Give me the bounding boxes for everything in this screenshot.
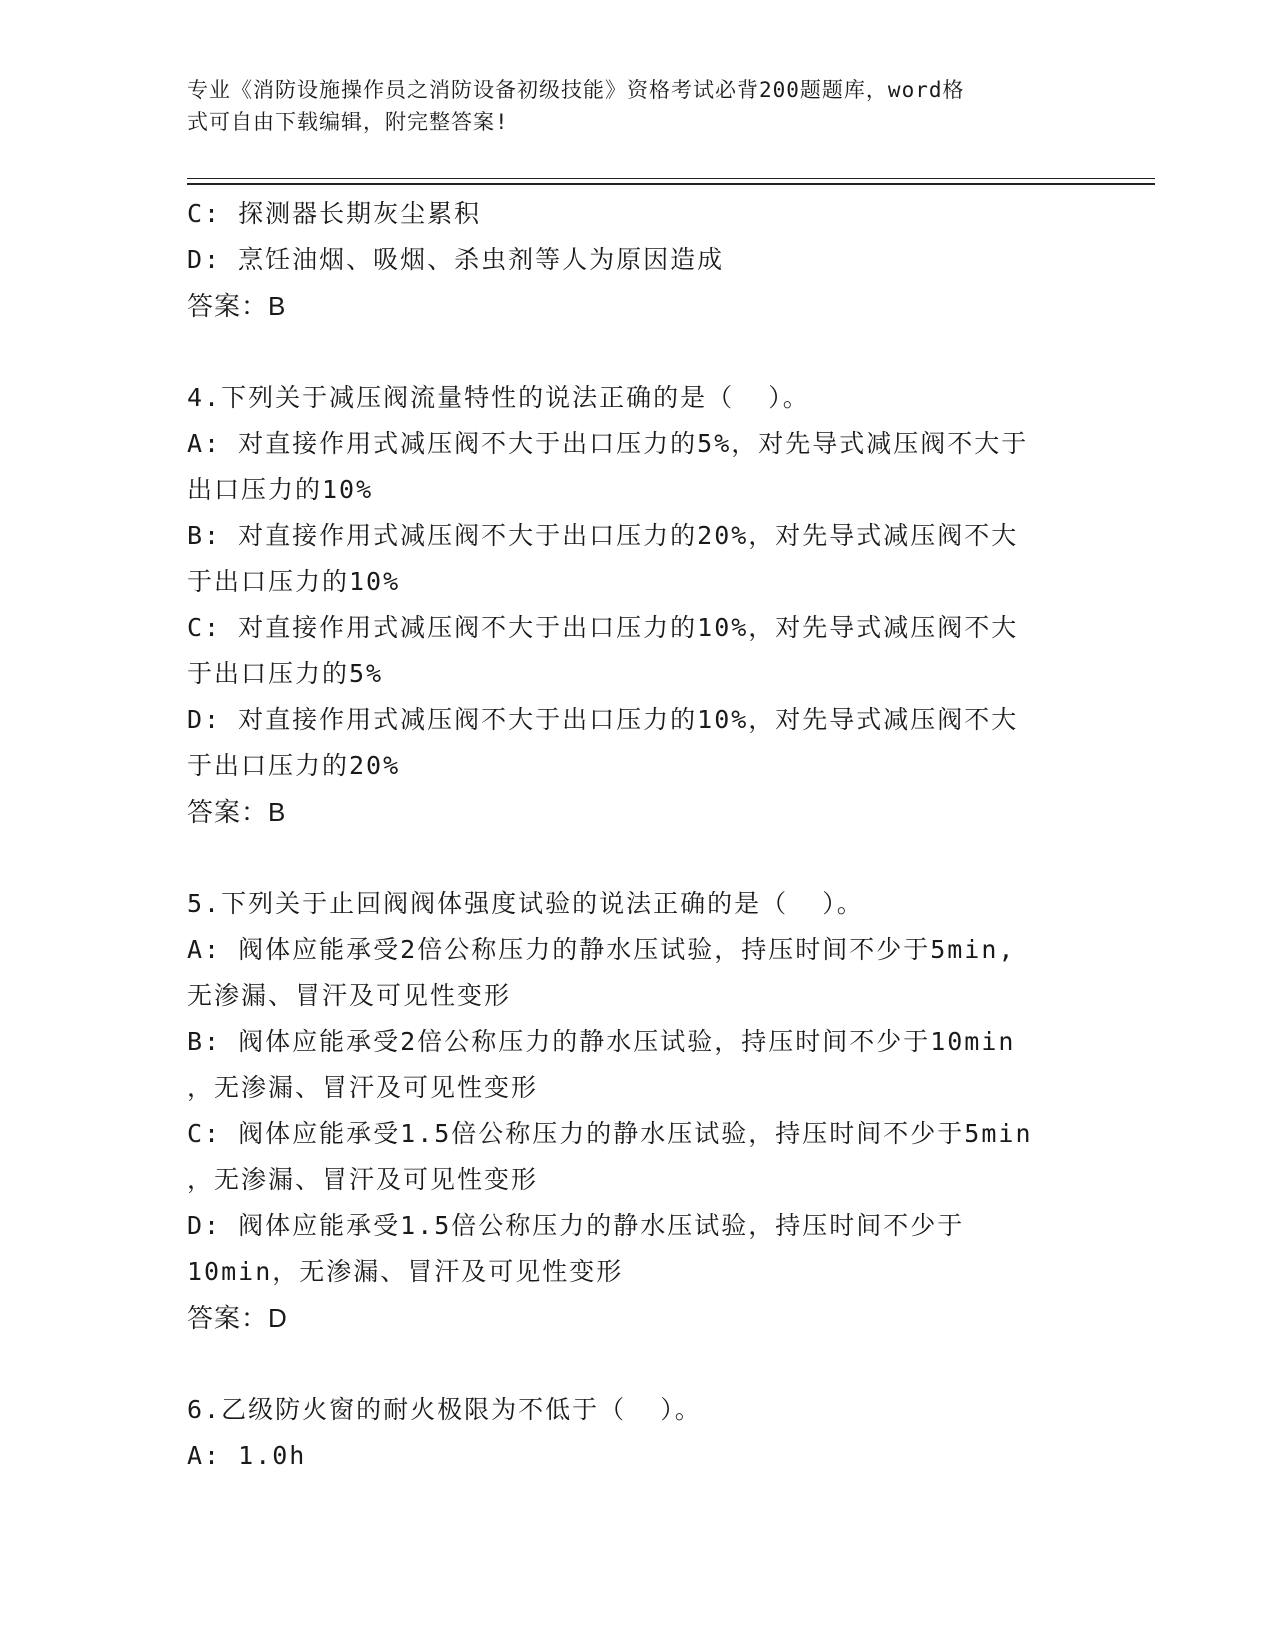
header-line-1: 专业《消防设施操作员之消防设备初级技能》资格考试必背200题题库，word格 (187, 78, 965, 102)
q5-answer: 答案：D (187, 1303, 288, 1333)
spacer (187, 329, 1087, 375)
q4-option-c-line-2: 于出口压力的5% (187, 659, 384, 688)
q3-answer: 答案：B (187, 291, 287, 321)
q5-option-b-line-1: B: 阀体应能承受2倍公称压力的静水压试验，持压时间不少于10min (187, 1027, 1016, 1056)
q3-option-c: C: 探测器长期灰尘累积 (187, 199, 482, 228)
q4-option-c-line-1: C: 对直接作用式减压阀不大于出口压力的10%，对先导式减压阀不大 (187, 613, 1019, 642)
spacer (187, 1341, 1087, 1387)
q4-option-a-line-1: A: 对直接作用式减压阀不大于出口压力的5%，对先导式减压阀不大于 (187, 429, 1029, 458)
q5-option-d-line-1: D: 阀体应能承受1.5倍公称压力的静水压试验，持压时间不少于 (187, 1211, 965, 1240)
q4-option-a-line-2: 出口压力的10% (187, 475, 374, 504)
q4-option-d-line-1: D: 对直接作用式减压阀不大于出口压力的10%，对先导式减压阀不大 (187, 705, 1019, 734)
q4-answer: 答案：B (187, 797, 287, 827)
q4-option-b-line-2: 于出口压力的10% (187, 567, 401, 596)
q4-option-b-line-1: B: 对直接作用式减压阀不大于出口压力的20%，对先导式减压阀不大 (187, 521, 1019, 550)
header-divider-thick (187, 183, 1155, 185)
q5-option-d-line-2: 10min，无渗漏、冒汗及可见性变形 (187, 1257, 624, 1286)
q5-stem: 5.下列关于止回阀阀体强度试验的说法正确的是（ ）。 (187, 889, 864, 918)
q4-stem: 4.下列关于减压阀流量特性的说法正确的是（ ）。 (187, 383, 810, 412)
q5-option-c-line-1: C: 阀体应能承受1.5倍公称压力的静水压试验，持压时间不少于5min (187, 1119, 1033, 1148)
q5-option-b-line-2: ，无渗漏、冒汗及可见性变形 (187, 1073, 539, 1102)
document-header (187, 74, 1087, 138)
spacer (187, 835, 1087, 881)
q6-stem: 6.乙级防火窗的耐火极限为不低于（ ）。 (187, 1395, 702, 1424)
q4-option-d-line-2: 于出口压力的20% (187, 751, 401, 780)
question-content (187, 191, 1087, 1479)
header-line-2: 式可自由下载编辑，附完整答案! (187, 110, 509, 134)
q5-option-a-line-1: A: 阀体应能承受2倍公称压力的静水压试验，持压时间不少于5min, (187, 935, 1016, 964)
q5-option-a-line-2: 无渗漏、冒汗及可见性变形 (187, 981, 512, 1010)
q6-option-a: A: 1.0h (187, 1441, 307, 1470)
header-divider-thin (187, 178, 1155, 179)
q3-option-d: D: 烹饪油烟、吸烟、杀虫剂等人为原因造成 (187, 245, 725, 274)
q5-option-c-line-2: ，无渗漏、冒汗及可见性变形 (187, 1165, 539, 1194)
